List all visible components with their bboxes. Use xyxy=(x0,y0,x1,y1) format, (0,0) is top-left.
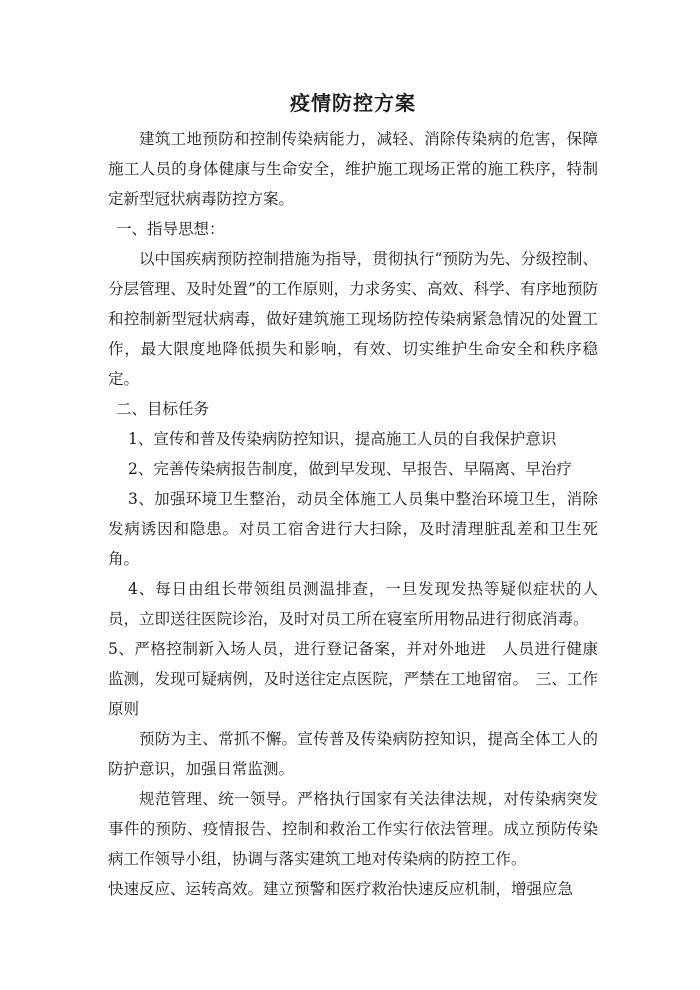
objective-item-3: 3、加强环境卫生整治，动员全体施工人员集中整治环境卫生，消除发病诱因和隐患。对员工宿舍进行大扫除，及时清理脏乱差和卫生死角。 xyxy=(108,490,598,568)
principle-prevention-paragraph: 预防为主、常抓不懈。宣传普及传染病防控知识，提高全体工人的防护意识，加强日常监测。 xyxy=(108,730,598,778)
section-heading-guiding-ideology: 一、指导思想： xyxy=(116,220,225,238)
objective-item-4: 4、每日由组长带领组员测温排查，一旦发现发热等疑似症状的人员，立即送往医院诊治，及时对员工所在寝室所用物品进行彻底消毒。 xyxy=(108,580,598,628)
principle-management-paragraph: 规范管理、统一领导。严格执行国家有关法律法规，对传染病突发事件的预防、疫情报告、控制和救治工作实行依法管理。成立预防传染病工作领导小组，协调与落实建筑工地对传染病的防控工作。 xyxy=(108,790,598,868)
objective-item-1: 1、宣传和普及传染病防控知识，提高施工人员的自我保护意识 xyxy=(128,430,557,448)
objective-item-5: 5、严格控制新入场人员，进行登记备案，并对外地进 人员进行健康监测，发现可疑病例，及时送往定点医院，严禁在工地留宿。 三、工作原则 xyxy=(108,640,598,718)
document-page xyxy=(108,86,598,904)
document-title: 疫情防控方案 xyxy=(290,91,416,115)
section-heading-objectives: 二、目标任务 xyxy=(116,400,210,418)
guiding-ideology-paragraph: 以中国疾病预防控制措施为指导，贯彻执行“预防为先、分级控制、分层管理、及时处置”的工作原则，力求务实、高效、科学、有序地预防和控制新型冠状病毒，做好建筑施工现场防控传染病紧急情况的处置工作，最大限度地降低损失和影响，有效、切实维护生命安全和秩序稳定。 xyxy=(108,250,598,388)
intro-paragraph: 建筑工地预防和控制传染病能力，减轻、消除传染病的危害，保障施工人员的身体健康与生命安全，维护施工现场正常的施工秩序，特制定新型冠状病毒防控方案。 xyxy=(108,130,598,208)
objective-item-2: 2、完善传染病报告制度，做到早发现、早报告、早隔离、早治疗 xyxy=(128,460,572,478)
principle-response-paragraph: 快速反应、运转高效。建立预警和医疗救治快速反应机制，增强应急 xyxy=(108,880,574,898)
